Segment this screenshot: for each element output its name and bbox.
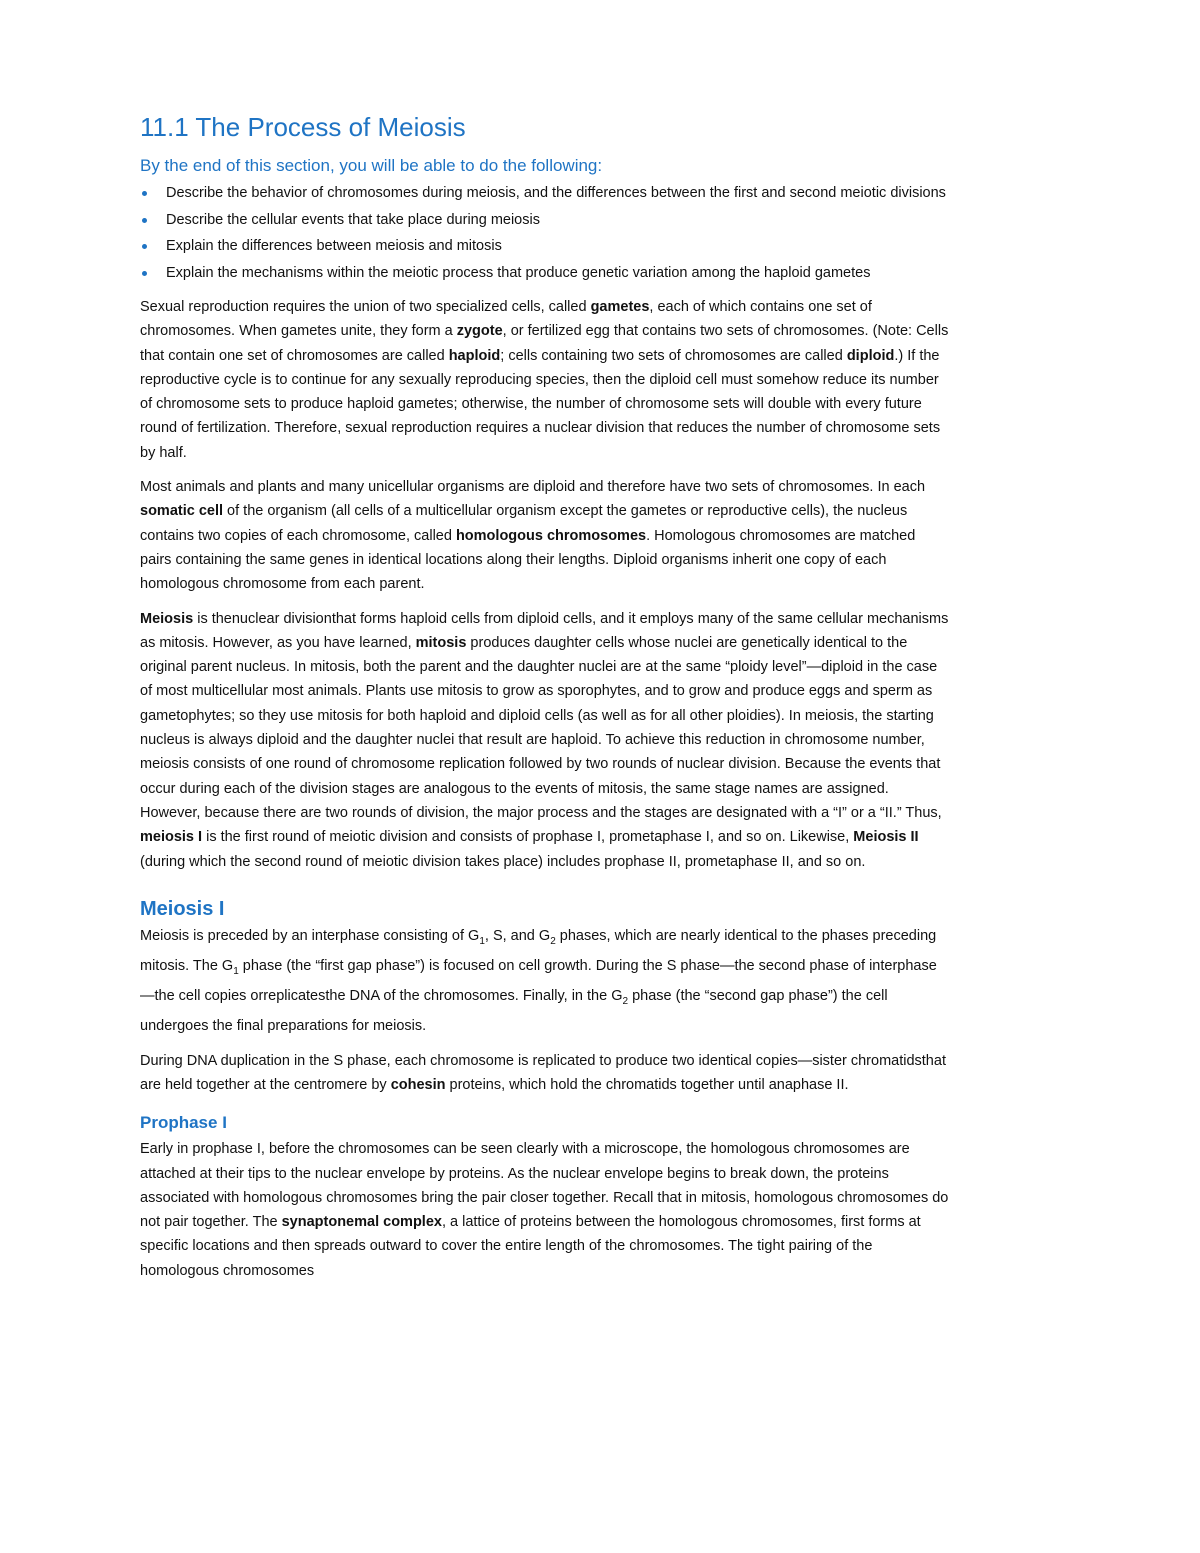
term-cohesin: cohesin <box>390 1076 446 1093</box>
term-homologous-chromosomes: homologous chromosomes <box>455 527 647 544</box>
bullet-icon <box>142 191 147 196</box>
paragraph-prophase-i: Early in prophase I, before the chromosomes can be seen clearly with a microscope, the homologous chromosomes are attached at their tips to the nuclear envelope by proteins. As the nuclear envelope begins to break down, the proteins associated with homologous chromosomes bring the pair closer together. Recall that in mitosis, homologous chromosomes do not pair together. The synaptonemal complex, a lattice of proteins between the homologous chromosomes, first forms at specific locations and then spreads outward to cover the entire length of the chromosomes. The tight pairing of the homologous chromosomes <box>140 1141 949 1279</box>
term-haploid: haploid <box>448 347 501 364</box>
term-zygote: zygote <box>456 323 503 340</box>
bullet-icon <box>142 218 147 223</box>
bullet-icon <box>142 271 147 276</box>
term-synaptonemal-complex: synaptonemal complex <box>281 1214 442 1231</box>
heading-meiosis-i: Meiosis I <box>140 897 225 920</box>
term-meiosis-i: meiosis I <box>140 829 203 846</box>
bullet-icon <box>142 244 147 249</box>
objectives-heading: By the end of this section, you will be able to do the following: <box>140 156 603 175</box>
objective-item: Describe the behavior of chromosomes during meiosis, and the differences between the first and second meiotic divisions <box>140 182 950 206</box>
term-mitosis: mitosis <box>415 634 467 651</box>
section-title: 11.1 The Process of Meiosis <box>140 112 466 142</box>
term-diploid: diploid <box>846 347 895 364</box>
objective-item: Explain the differences between meiosis and mitosis <box>140 235 950 259</box>
term-meiosis: Meiosis <box>140 610 194 627</box>
objectives-list <box>140 182 950 285</box>
paragraph-homologous: Most animals and plants and many unicellular organisms are diploid and therefore have two sets of chromosomes. In each somatic cell of the organism (all cells of a multicellular organism except the gametes or reproductive cells), the nucleus contains two copies of each chromosome, called homologous chromosomes. Homologous chromosomes are matched pairs containing the same genes in identical locations along their lengths. Diploid organisms inherit one copy of each homologous chromosome from each parent. <box>140 479 926 593</box>
objective-item: Explain the mechanisms within the meiotic process that produce genetic variation among the haploid gametes <box>140 262 950 286</box>
term-somatic-cell: somatic cell <box>140 503 224 520</box>
paragraph-interphase: Meiosis is preceded by an interphase consisting of $G_1$, S, and $G_2$ phases, which are nearly identical to the phases preceding mitosis. The $G_1$ phase (the “first gap phase”) is focused on cell growth. During the S phase—the second phase of interphase—the cell copies orreplicatesthe DNA of the chromosomes. Finally, in the $G_2$ phase (the “second gap phase”) the cell undergoes the final preparations for meiosis. <box>140 927 937 1035</box>
term-gametes: gametes <box>590 299 650 315</box>
paragraph-dna-duplication: During DNA duplication in the S phase, each chromosome is replicated to produce two identical copies—sister chromatidsthat are held together at the centromere by cohesin proteins, which hold the chromatids together until anaphase II. <box>140 1052 946 1093</box>
paragraph-meiosis: Meiosis is thenuclear divisionthat forms haploid cells from diploid cells, and it employs many of the same cellular mechanisms as mitosis. However, as you have learned, mitosis produces daughter cells whose nuclei are genetically identical to the original parent nucleus. In mitosis, both the parent and the daughter nuclei are at the same “ploidy level”—diploid in the case of most multicellular most animals. Plants use mitosis to grow as sporophytes, and to grow and produce eggs and sperm as gametophytes; so they use mitosis for both haploid and diploid cells (as well as for all other ploidies). In meiosis, the starting nucleus is always diploid and the daughter nuclei that result are haploid. To achieve this reduction in chromosome number, meiosis consists of one round of chromosome replication followed by two rounds of nuclear division. Because the events that occur during each of the division stages are analogous to the events of mitosis, the same stage names are assigned. However, because there are two rounds of division, the major process and the stages are designated with a “I” or a “II.” Thus, meiosis I is the first round of meiotic division and consists of prophase I, prometaphase I, and so on. Likewise, Meiosis II (during which the second round of meiotic division takes place) includes prophase II, prometaphase II, and so on. <box>140 610 949 870</box>
heading-prophase-i: Prophase I <box>140 1113 227 1133</box>
paragraph-sexual-reproduction: Sexual reproduction requires the union of two specialized cells, called gametes, each of which contains one set of chromosomes. When gametes unite, they form a zygote, or fertilized egg that contains two sets of chromosomes. (Note: Cells that contain one set of chromosomes are called haploid; cells containing two sets of chromosomes are called diploid.) If the reproductive cycle is to continue for any sexually reproducing species, then the diploid cell must somehow reduce its number of chromosome sets to produce haploid gametes; otherwise, the number of chromosome sets will double with every future round of fertilization. Therefore, sexual reproduction requires a nuclear division that reduces the number of chromosome sets by half. <box>140 299 949 461</box>
term-meiosis-ii: Meiosis II <box>853 829 919 846</box>
objective-item: Describe the cellular events that take place during meiosis <box>140 209 950 233</box>
